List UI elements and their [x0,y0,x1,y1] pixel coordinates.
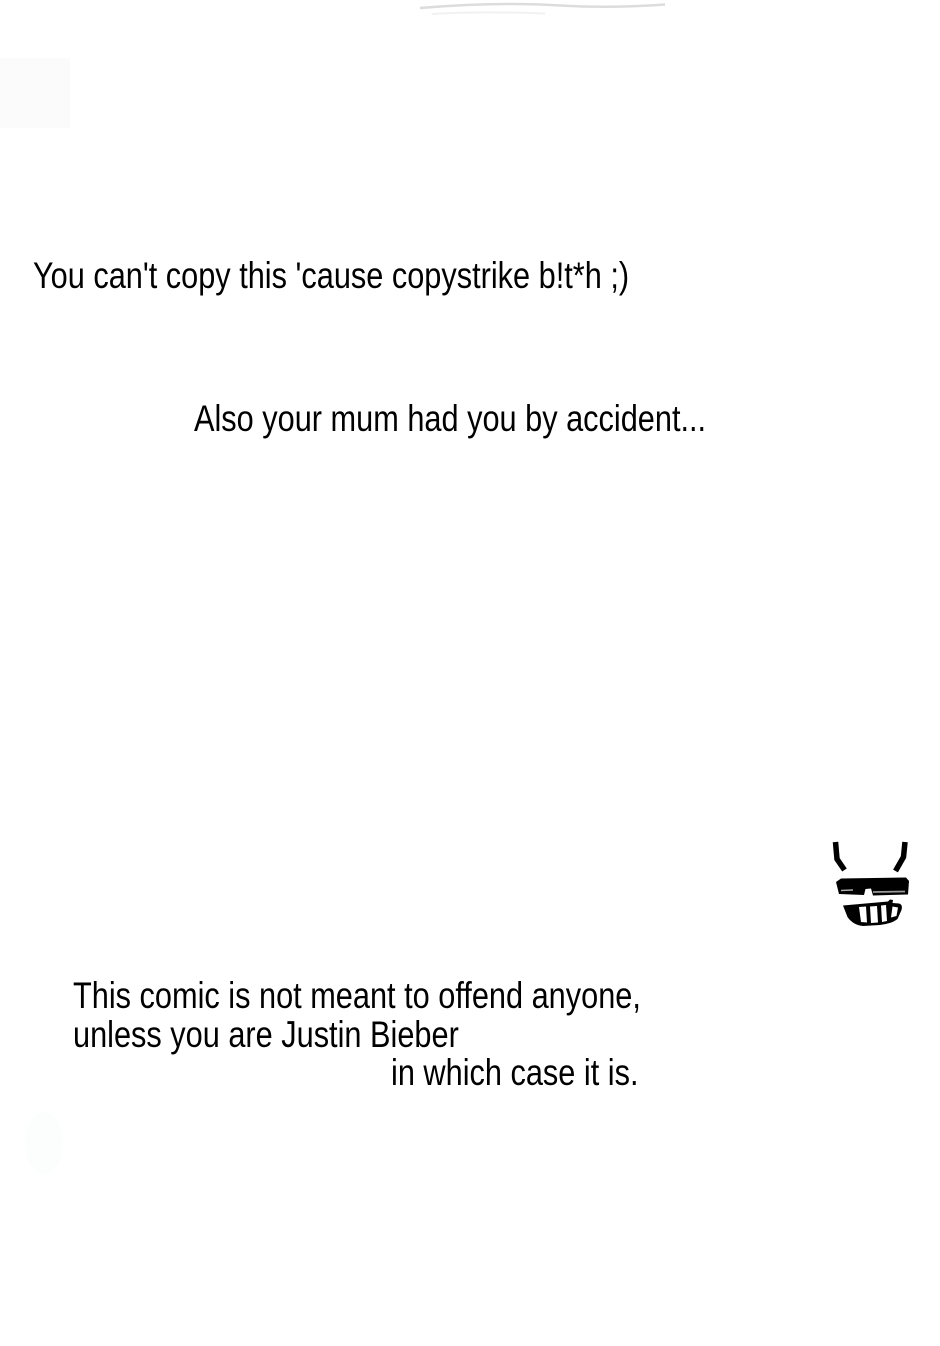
sunglasses-icon [836,878,909,896]
disclaimer-line-1: This comic is not meant to offend anyone, [73,975,641,1016]
grin-mouth-icon [843,900,902,927]
scan-smudge-bottom-left [25,1112,63,1174]
devil-face-doodle [820,833,920,938]
caption-mum-accident: Also your mum had you by accident... [194,398,707,439]
horns-icon [836,842,906,871]
disclaimer-line-3: in which case it is. [391,1052,639,1093]
scan-streak-top [0,0,940,30]
caption-copystrike: You can't copy this 'cause copystrike b!t*h ;) [33,255,630,296]
scan-smudge-left [0,58,70,128]
disclaimer-line-2: unless you are Justin Bieber [73,1014,459,1055]
